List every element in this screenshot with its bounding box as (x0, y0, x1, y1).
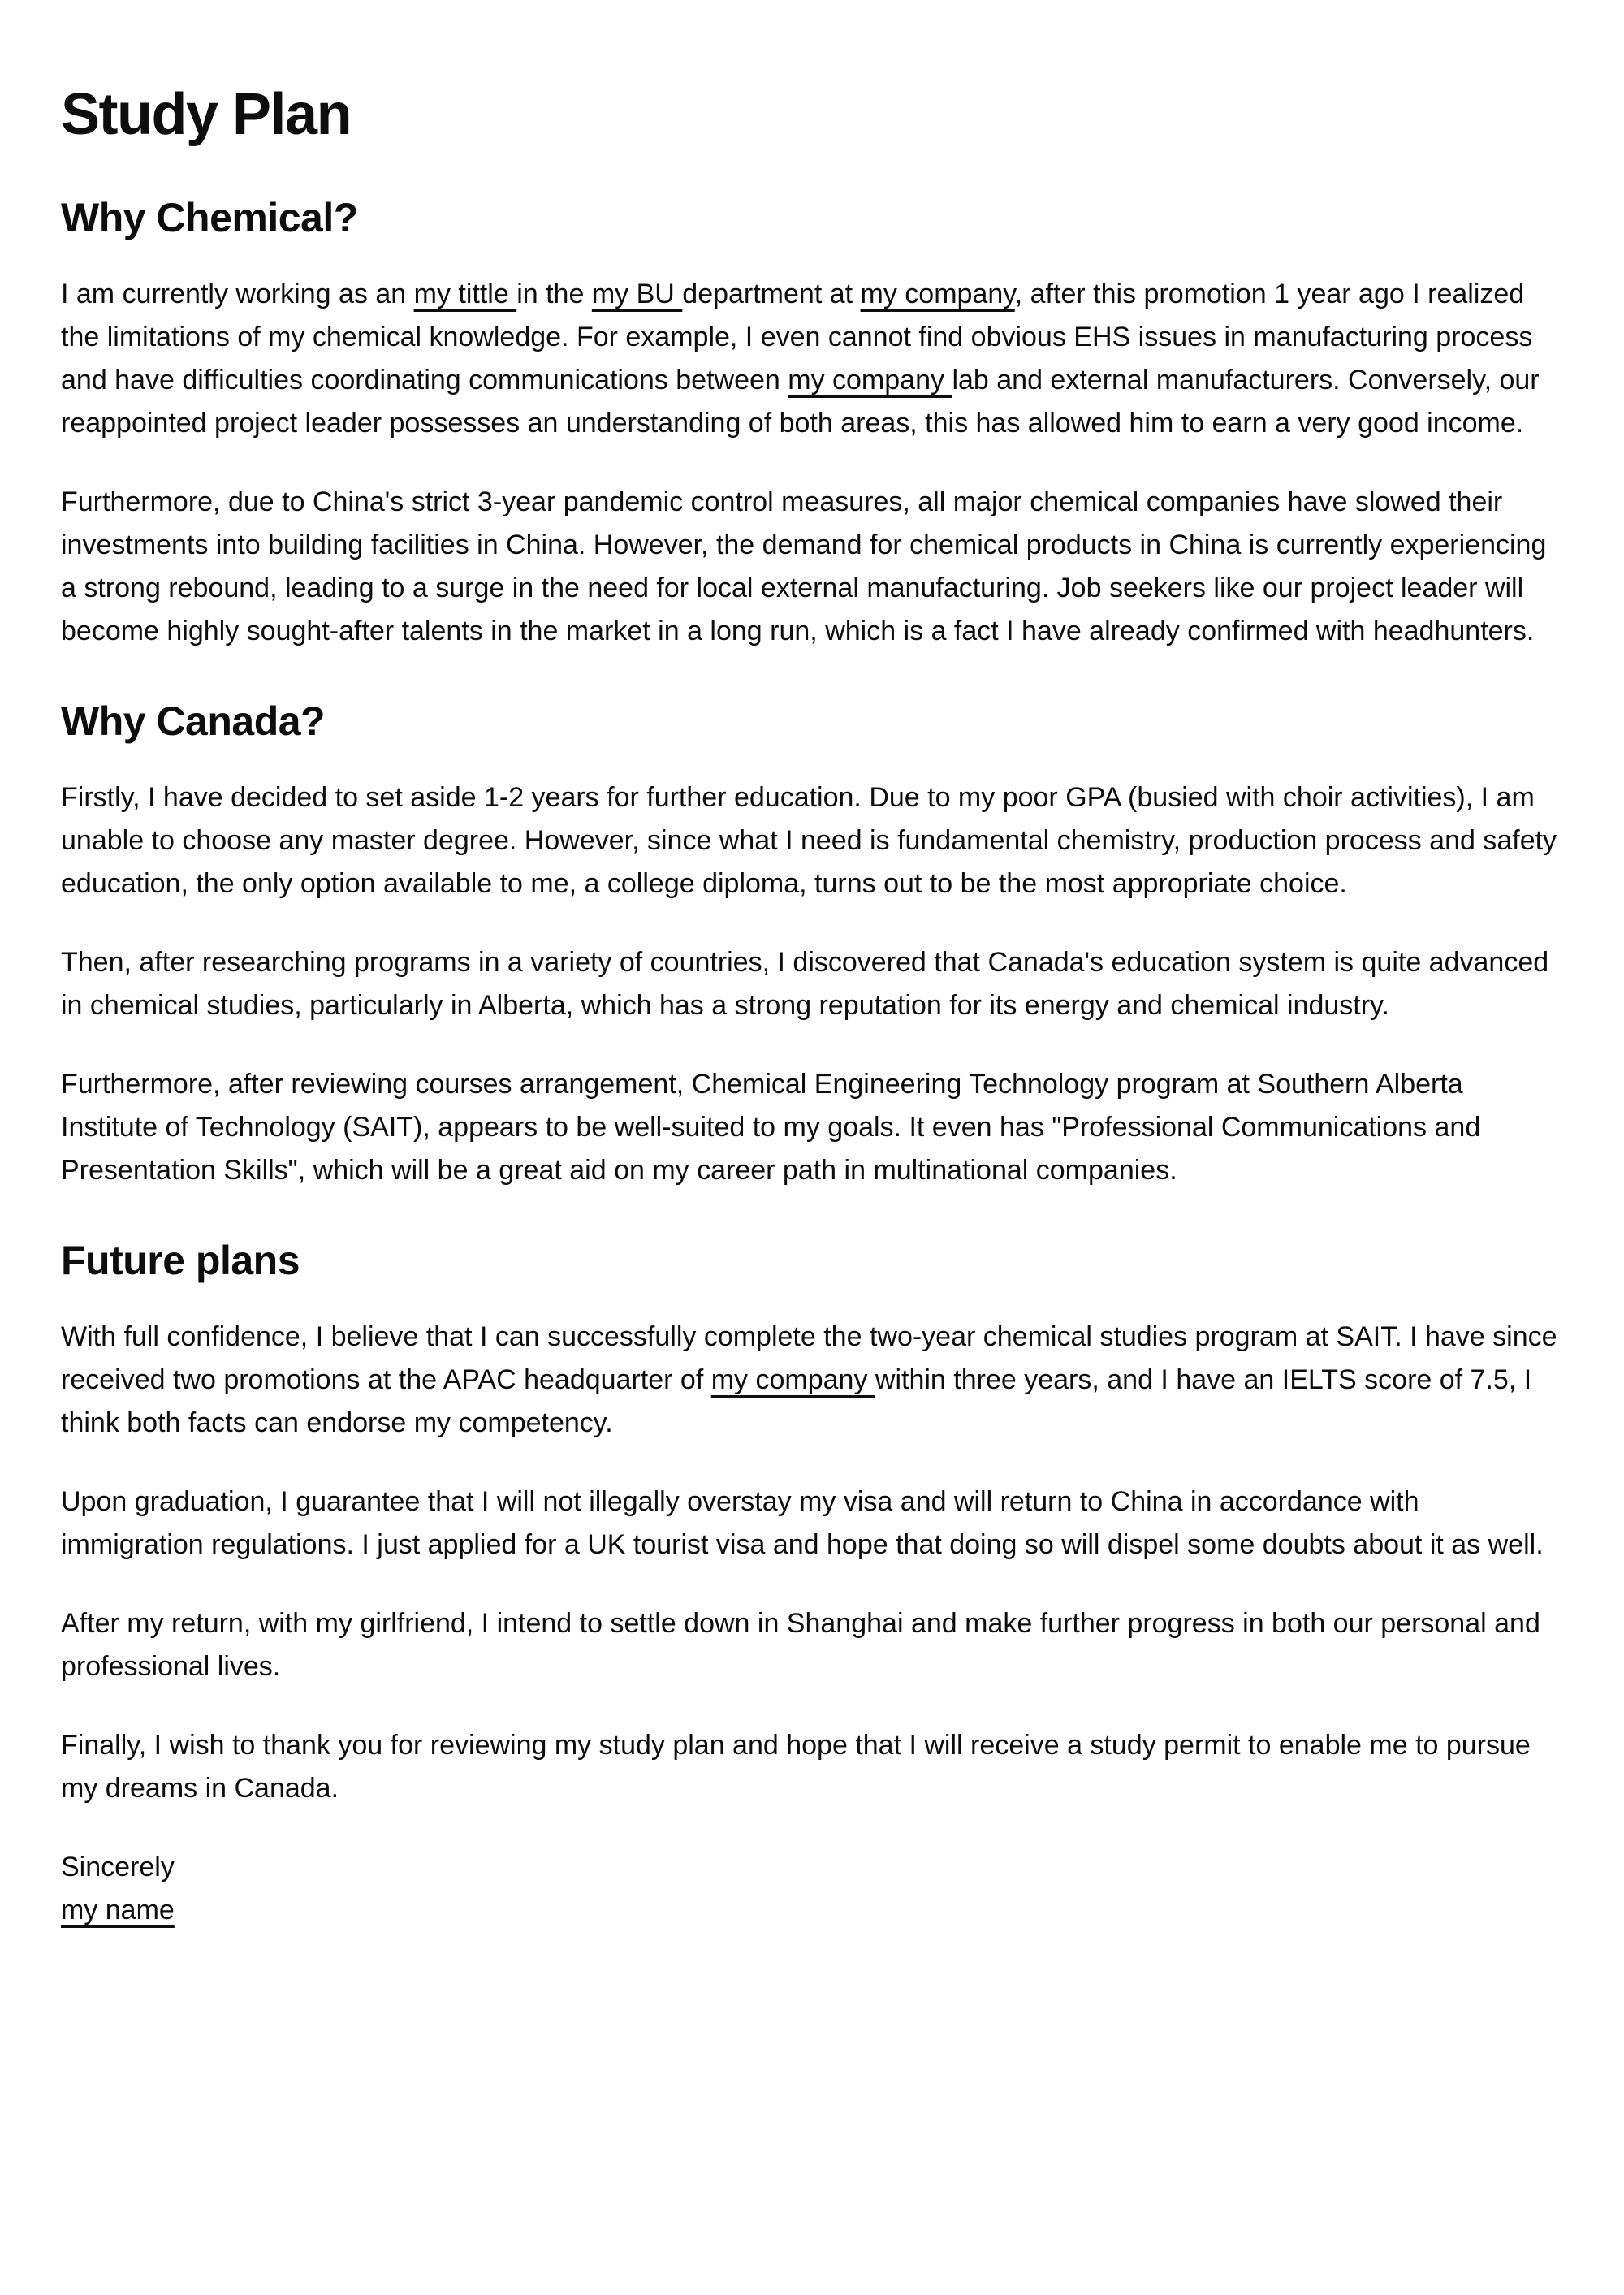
section-heading: Future plans (61, 1238, 300, 1284)
text-run: department at (682, 279, 861, 310)
section-heading: Why Canada? (61, 698, 326, 745)
text-run: I am currently working as an (61, 279, 414, 310)
paragraph (61, 941, 1566, 1027)
text-run: After my return, with my girlfriend, I intend to settle down in Shanghai and make further progress in both our personal and professional lives. (61, 1608, 1540, 1683)
text-run: Finally, I wish to thank you for reviewing my study plan and hope that I will receive a study permit to enable me to pursue my dreams in Canada. (61, 1730, 1531, 1804)
document-title: Study Plan (61, 82, 352, 147)
paragraph (61, 1316, 1566, 1445)
placeholder-underlined: my company (788, 365, 952, 396)
placeholder-underlined: my company (710, 1364, 875, 1396)
placeholder-underlined: my tittle (413, 279, 517, 310)
text-run: Firstly, I have decided to set aside 1-2 years for further education. Due to my poor GPA (busied with choir activities), I am unable to choose any master degree. However, since what I need is fundamental chemistry, production process and safety education, the only option available to me, a college diploma, turns out to be the most appropriate choice. (61, 782, 1557, 900)
paragraph (61, 481, 1566, 653)
text-run: within three years, and I have an IELTS score of 7.5, I think both facts can endorse my competency. (61, 1364, 1532, 1439)
placeholder-underlined: my company (860, 279, 1015, 310)
text-run: in the (516, 279, 592, 310)
section-heading: Why Chemical? (61, 195, 358, 241)
paragraph (61, 1724, 1566, 1810)
text-run: Then, after researching programs in a variety of countries, I discovered that Canada's education system is quite advanced in chemical studies, particularly in Alberta, which has a strong reputation for its energy and chemical industry. (61, 947, 1549, 1022)
signature-placeholder: my name (61, 1895, 175, 1926)
closing-salutation: Sincerely (61, 1852, 175, 1883)
paragraph (61, 1602, 1566, 1688)
paragraph (61, 776, 1566, 905)
text-run: Furthermore, due to China's strict 3-year pandemic control measures, all major chemical companies have slowed their investments into building facilities in China. However, the demand for chemical products in China is currently experiencing a strong rebound, leading to a surge in the need for local external manufacturing. Job seekers like our project leader will become highly sought-after talents in the market in a long run, which is a fact I have already confirmed with headhunters. (61, 486, 1547, 647)
text-run: Upon graduation, I guarantee that I will not illegally overstay my visa and will return to China in accordance with immigration regulations. I just applied for a UK tourist visa and hope that doing so will dispel some doubts about it as well. (61, 1486, 1544, 1561)
text-run: lab and external manufacturers. Conversely, our reappointed project leader possesses an understanding of both areas, this has allowed him to earn a very good income. (61, 365, 1540, 439)
text-run: With full confidence, I believe that I can successfully complete the two-year chemical studies program at SAIT. I have since received two promotions at the APAC headquarter of (61, 1321, 1557, 1396)
text-run: , after this promotion 1 year ago I realized the limitations of my chemical knowledge. For example, I even cannot find obvious EHS issues in manufacturing process and have difficulties coordinating communications between (61, 279, 1533, 396)
paragraph (61, 1480, 1566, 1567)
text-run: Furthermore, after reviewing courses arrangement, Chemical Engineering Technology program at Southern Alberta Institute of Technology (SAIT), appears to be well-suited to my goals. It even has "Professional Communications and Presentation Skills", which will be a great aid on my career path in multinational companies. (61, 1069, 1481, 1186)
paragraph (61, 273, 1566, 445)
document-sections (61, 193, 1566, 1810)
placeholder-underlined: my BU (591, 279, 683, 310)
closing-block (61, 1846, 1566, 1932)
paragraph (61, 1063, 1566, 1192)
